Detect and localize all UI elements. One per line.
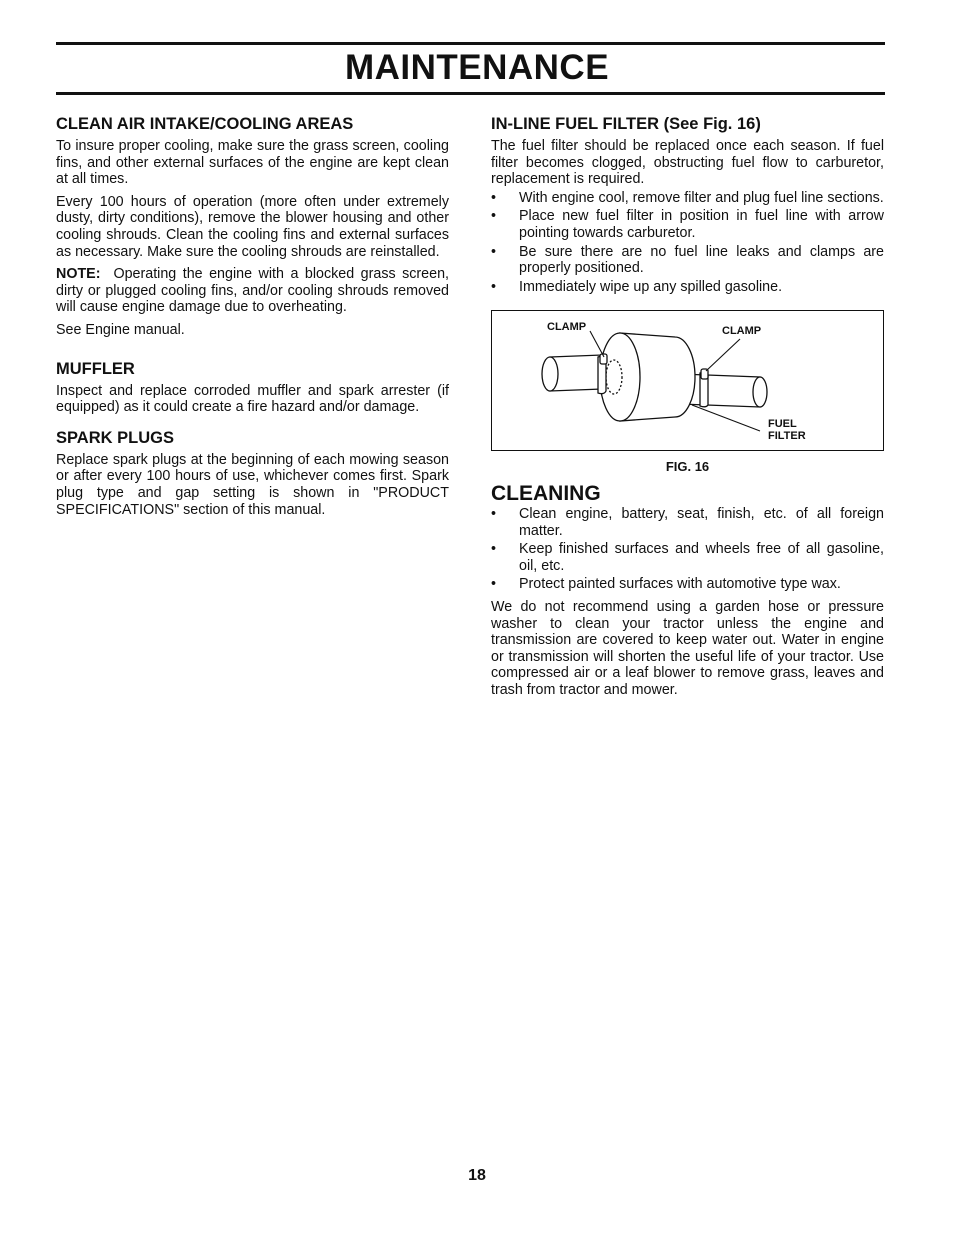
note-label: NOTE: xyxy=(56,266,101,283)
clamp-left-label: CLAMP xyxy=(547,321,587,334)
section-heading-muffler: MUFFLER xyxy=(56,359,135,378)
paragraph: Replace spark plugs at the beginning of each mowing season or after every 100 hours of use, whichever comes first. Spark plug type and gap setting is shown in "PRODUCT SPECIFICATIONS" section of this manual. xyxy=(56,451,449,518)
note-paragraph xyxy=(56,266,449,316)
page-number: 18 xyxy=(468,1167,486,1184)
list-item: • Be sure there are no fuel line leaks and clamps are properly positioned. xyxy=(491,243,884,277)
paragraph: The fuel filter should be replaced once each season. If fuel filter becomes clogged, obstructing fuel flow to carburetor, replacement is required. xyxy=(491,138,884,188)
figure-caption: FIG. 16 xyxy=(665,459,710,475)
paragraph: To insure proper cooling, make sure the grass screen, cooling fins, and other external surfaces of the engine are kept clean at all times. xyxy=(56,138,449,188)
left-column xyxy=(56,114,449,524)
paragraph: Inspect and replace corroded muffler and spark arrester (if equipped) as it could create a fire hazard and/or damage. xyxy=(56,382,449,416)
bullet: • xyxy=(491,541,497,558)
list-item: • Protect painted surfaces with automotive type wax. xyxy=(491,576,841,593)
list-item: • With engine cool, remove filter and plug fuel line sections. xyxy=(491,189,884,206)
list-item: • Keep finished surfaces and wheels free of all gasoline, oil, etc. xyxy=(491,541,884,574)
list-item: • Place new fuel filter in position in fuel line with arrow pointing towards carburetor. xyxy=(491,208,884,241)
bullet: • xyxy=(491,189,497,206)
paragraph: Every 100 hours of operation (more often under extremely dusty, dirty conditions), remove the blower housing and other cooling shrouds. Clean the cooling fins and external surfaces as necessary. Make sure the cooling shrouds are reinstalled. xyxy=(56,193,449,260)
header-rule-bottom xyxy=(56,92,885,95)
list-item: • Immediately wipe up any spilled gasoline. xyxy=(491,278,783,295)
fuel-filter-label: FUEL FILTER xyxy=(768,418,806,443)
clamp-right-label: CLAMP xyxy=(722,325,762,338)
note-text: Operating the engine with a blocked grass screen, dirty or plugged cooling fins, and/or cooling shrouds removed will cause engine damage due to overheating. xyxy=(56,266,449,316)
section-heading-cleaning: CLEANING xyxy=(491,481,601,505)
cleaning-steps xyxy=(491,506,884,593)
bullet: • xyxy=(491,576,497,593)
fuel-filter-figure xyxy=(491,310,884,451)
section-heading-fuel-filter: IN-LINE FUEL FILTER (See Fig. 16) xyxy=(491,115,761,133)
bullet: • xyxy=(491,243,497,260)
paragraph: See Engine manual. xyxy=(56,321,185,338)
list-item: • Clean engine, battery, seat, finish, etc. of all foreign matter. xyxy=(491,505,884,539)
bullet: • xyxy=(491,208,497,225)
page-title: MAINTENANCE xyxy=(344,48,610,87)
paragraph: We do not recommend using a garden hose or pressure washer to clean your tractor unless the engine and transmission are covered to keep water out. Water in engine or transmission will shorten the useful life of your tractor. Use compressed air or a leaf blower to remove grass, leaves and trash from tractor and mower. xyxy=(491,598,884,698)
fuel-filter-steps xyxy=(491,190,884,296)
bullet: • xyxy=(491,505,497,522)
right-column xyxy=(491,114,884,704)
header-rule-top xyxy=(56,42,885,45)
section-heading-clean-air: CLEAN AIR INTAKE/COOLING AREAS xyxy=(56,115,354,133)
section-heading-spark-plugs: SPARK PLUGS xyxy=(56,428,174,447)
bullet: • xyxy=(491,278,497,295)
